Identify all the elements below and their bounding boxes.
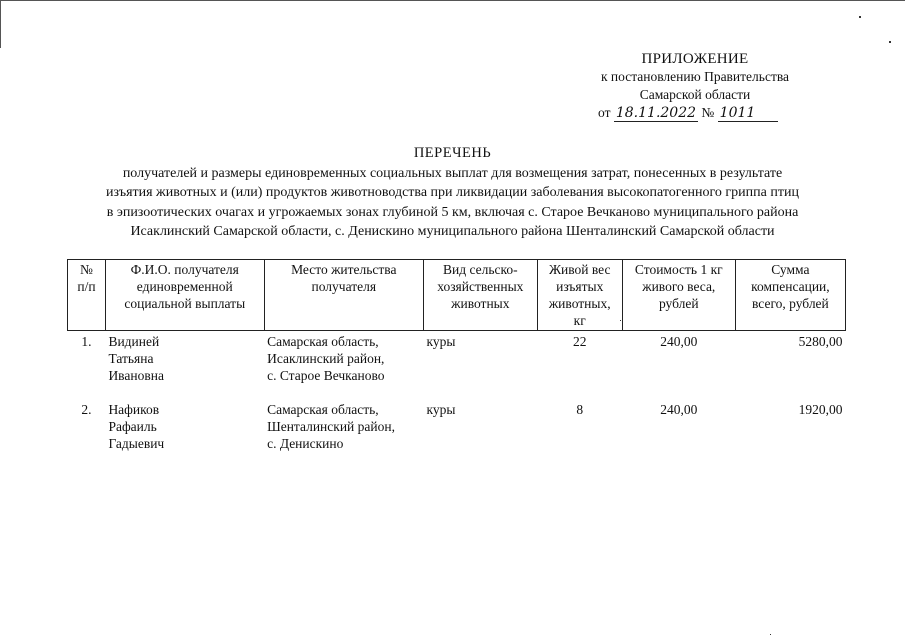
header-text: Место жительства bbox=[291, 262, 397, 277]
scan-edge-left bbox=[0, 0, 1, 48]
title-word: ПЕРЕЧЕНЬ bbox=[413, 145, 492, 161]
name-part: Видиней bbox=[108, 334, 160, 349]
price-per-kg: 240,00 bbox=[660, 334, 698, 349]
header-text: Живой вес bbox=[548, 262, 611, 277]
appendix-heading: ПРИЛОЖЕНИЕ bbox=[641, 51, 749, 67]
header-text: социальной выплаты bbox=[124, 296, 246, 311]
row-number: 1. bbox=[81, 334, 92, 349]
animal-type: куры bbox=[426, 402, 456, 417]
price-per-kg: 240,00 bbox=[660, 402, 698, 417]
address-line: Самарская область, bbox=[267, 334, 379, 349]
live-weight: 22 bbox=[572, 334, 587, 349]
table-row bbox=[68, 399, 846, 455]
address-line: с. Старое Вечканово bbox=[267, 368, 385, 383]
scan-speck bbox=[770, 634, 771, 635]
header-text: кг bbox=[573, 313, 586, 328]
header-compensation-total bbox=[735, 260, 845, 331]
animal-type: куры bbox=[426, 334, 456, 349]
header-text: Стоимость 1 кг bbox=[634, 262, 723, 277]
address-line: с. Денискино bbox=[267, 436, 344, 451]
header-number bbox=[68, 260, 106, 331]
name-part: Татьяна bbox=[108, 351, 154, 366]
header-text: Сумма bbox=[771, 262, 810, 277]
header-text: животных, bbox=[548, 296, 611, 311]
appendix-reference bbox=[560, 104, 830, 122]
scan-speck bbox=[889, 41, 891, 43]
recipient-address bbox=[264, 399, 423, 455]
header-text: животных bbox=[451, 296, 510, 311]
row-spacer bbox=[68, 387, 846, 399]
header-text: живого веса, bbox=[642, 279, 716, 294]
table-header-row bbox=[68, 260, 846, 331]
title-line-1: получателей и размеры единовременных социальных выплат для возмещения затрат, понесенных в результате bbox=[122, 165, 783, 181]
recipient-address bbox=[264, 331, 423, 388]
header-text: получателя bbox=[311, 279, 377, 294]
name-part: Нафиков bbox=[108, 402, 160, 417]
compensation-total: 1920,00 bbox=[798, 402, 843, 417]
title-line-3: в эпизоотических очагах и угрожаемых зонах глубиной 5 км, включая с. Старое Вечканово муниципального района bbox=[106, 204, 799, 220]
table-row bbox=[68, 331, 846, 388]
header-text: всего, рублей bbox=[752, 296, 829, 311]
address-line: Самарская область, bbox=[267, 402, 379, 417]
header-live-weight bbox=[537, 260, 622, 331]
header-text: хозяйственных bbox=[437, 279, 524, 294]
appendix-line-2: Самарской области bbox=[639, 87, 751, 102]
document-title bbox=[40, 144, 865, 242]
appendix-block bbox=[560, 50, 830, 122]
number-prefix: № bbox=[701, 105, 715, 120]
header-text: Вид сельско- bbox=[443, 262, 518, 277]
address-line: Шенталинский район, bbox=[267, 419, 395, 434]
recipients-table bbox=[67, 259, 846, 455]
recipient-name bbox=[105, 331, 264, 388]
header-text: компенсации, bbox=[751, 279, 830, 294]
date-prefix: от bbox=[598, 105, 611, 120]
header-text: Ф.И.О. получателя bbox=[130, 262, 239, 277]
name-part: Рафаиль bbox=[108, 419, 157, 434]
header-text: рублей bbox=[658, 296, 699, 311]
live-weight: 8 bbox=[576, 402, 584, 417]
scan-speck bbox=[859, 16, 861, 18]
header-text: № bbox=[80, 262, 93, 277]
header-text: единовременной bbox=[136, 279, 233, 294]
compensation-total: 5280,00 bbox=[798, 334, 843, 349]
name-part: Гадыевич bbox=[108, 436, 165, 451]
title-line-4: Исаклинский Самарской области, с. Денискино муниципального района Шенталинский Самарской области bbox=[130, 224, 775, 239]
header-text: п/п bbox=[77, 279, 96, 294]
header-text: изъятых bbox=[556, 279, 604, 294]
row-number: 2. bbox=[81, 402, 92, 417]
header-price-per-kg bbox=[622, 260, 735, 331]
handwritten-number: 1011 bbox=[718, 106, 778, 122]
appendix-line-1: к постановлению Правительства bbox=[600, 69, 790, 84]
title-line-2: изъятия животных и (или) продуктов животноводства при ликвидации заболевания высокопатогенного гриппа птиц bbox=[106, 185, 799, 200]
name-part: Ивановна bbox=[108, 368, 164, 383]
header-animal-type bbox=[424, 260, 538, 331]
header-recipient-name bbox=[105, 260, 264, 331]
scan-edge-top bbox=[0, 0, 905, 1]
handwritten-date: 18.11.2022 bbox=[615, 105, 697, 121]
header-residence bbox=[264, 260, 423, 331]
recipient-name bbox=[105, 399, 264, 455]
address-line: Исаклинский район, bbox=[267, 351, 385, 366]
